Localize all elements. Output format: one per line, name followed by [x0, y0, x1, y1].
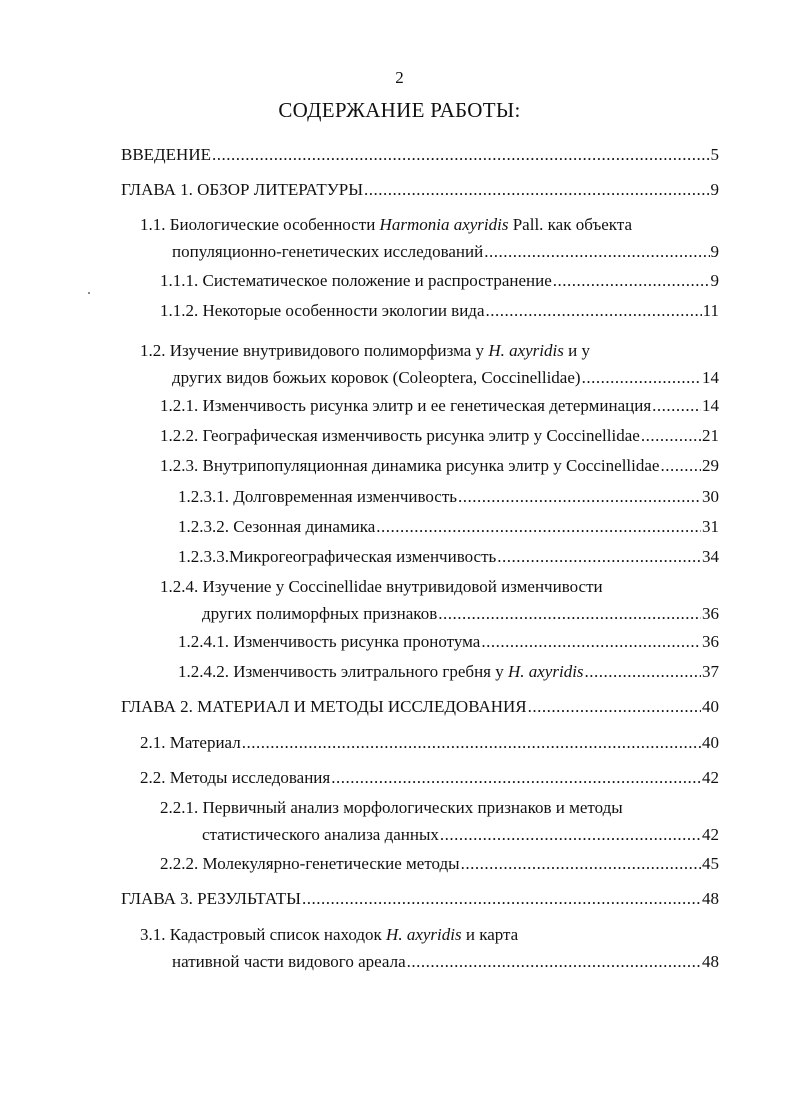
toc-entry-1-2-3[interactable]	[160, 452, 719, 479]
toc-entry-label: 1.2.3.1. Долговременная изменчивость	[178, 487, 458, 506]
leader-dots	[553, 267, 710, 294]
toc-entry-2-2[interactable]	[140, 764, 719, 791]
leader-dots	[376, 513, 701, 540]
toc-entry-label: ГЛАВА 3. РЕЗУЛЬТАТЫ	[121, 889, 301, 908]
toc-entry-label: 3.1. Кадастровый список находок	[140, 925, 387, 944]
leader-dots	[407, 948, 701, 975]
leader-dots	[461, 850, 701, 877]
leader-dots	[364, 176, 709, 203]
toc-entry-label-line2: популяционно-генетических исследований	[172, 242, 484, 261]
leader-dots	[302, 885, 701, 912]
leader-dots	[212, 141, 710, 168]
toc-entry-1-2[interactable]	[140, 337, 719, 391]
leader-dots	[486, 297, 702, 324]
leader-dots	[497, 543, 701, 570]
toc-entry-1-2-3-2[interactable]	[178, 513, 719, 540]
leader-dots	[582, 364, 701, 391]
toc-entry-label-line2: других видов божьих коровок (Coleoptera, Coccinellidae)	[172, 368, 581, 387]
toc-entry-page: 11	[702, 301, 719, 320]
leader-dots	[438, 600, 701, 627]
toc-entry-page: 40	[702, 697, 719, 716]
page-number: 2	[395, 68, 404, 87]
toc-entry-page: 34	[702, 547, 719, 566]
leader-dots	[458, 483, 701, 510]
toc-entry-page: 14	[702, 396, 719, 415]
species-name: H. axyridis	[507, 662, 584, 681]
toc-entry-page: 29	[702, 456, 719, 475]
toc-entry-label: 1.2.4. Изучение у Coccinellidae внутривидовой изменчивости	[160, 577, 603, 596]
page-title: СОДЕРЖАНИЕ РАБОТЫ:	[278, 98, 521, 122]
toc-entry-label-cont: Pall. как объекта	[508, 215, 633, 234]
toc-entry-1-1-1[interactable]	[160, 267, 719, 294]
leader-dots	[331, 764, 701, 791]
species-name: H. axyridis	[386, 925, 462, 944]
toc-entry-page: 48	[702, 889, 719, 908]
toc-entry-page: 36	[702, 632, 719, 651]
toc-entry-label-line2: нативной части видового ареала	[172, 952, 406, 971]
toc-entry-label: 1.2.4.1. Изменчивость рисунка пронотума	[178, 632, 481, 651]
toc-entry-1-2-3-1[interactable]	[178, 483, 719, 510]
toc-entry-label: 1.1.2. Некоторые особенности экологии вида	[160, 301, 485, 320]
toc-entry-page: 5	[710, 145, 719, 164]
toc-entry-page: 21	[702, 426, 719, 445]
toc-entry-page: 42	[702, 825, 719, 844]
toc-entry-page: 37	[702, 662, 719, 681]
toc-entry-label: 1.2.4.2. Изменчивость элитрального гребня у	[178, 662, 508, 681]
toc-entry-page: 9	[710, 271, 719, 290]
toc-entry-1-2-1[interactable]	[160, 392, 719, 419]
toc-entry-3-1[interactable]	[140, 921, 719, 975]
toc-entry-page: 14	[702, 368, 719, 387]
leader-dots	[660, 452, 701, 479]
species-name: H. axyridis	[488, 341, 564, 360]
toc-entry-1-2-4-1[interactable]	[178, 628, 719, 655]
toc-entry-chapter-1[interactable]	[121, 176, 719, 203]
toc-entry-label: 1.1.1. Систематическое положение и распространение	[160, 271, 552, 290]
toc-entry-page: 9	[710, 242, 719, 261]
toc-entry-page: 45	[702, 854, 719, 873]
toc-entry-1-2-4[interactable]	[160, 573, 719, 627]
toc-entry-1-1-2[interactable]	[160, 297, 719, 324]
toc-entry-2-2-1[interactable]	[160, 794, 719, 848]
leader-dots	[652, 392, 701, 419]
species-name: Harmonia axyridis	[379, 215, 509, 234]
toc-entry-introduction[interactable]	[121, 141, 719, 168]
toc-entry-1-2-2[interactable]	[160, 422, 719, 449]
toc-entry-page: 30	[702, 487, 719, 506]
toc-entry-chapter-2[interactable]	[121, 693, 719, 720]
toc-entry-label-line2: других полиморфных признаков	[202, 604, 438, 623]
toc-entry-page: 48	[702, 952, 719, 971]
toc-entry-label: 1.2.3.3.Микрогеографическая изменчивость	[178, 547, 497, 566]
toc-entry-label: 1.2.2. Географическая изменчивость рисунка элитр у Coccinellidae	[160, 426, 640, 445]
toc-entry-page: 31	[702, 517, 719, 536]
toc-entry-label: 1.2. Изучение внутривидового полиморфизма у	[140, 341, 489, 360]
toc-entry-2-1[interactable]	[140, 729, 719, 756]
leader-dots	[641, 422, 701, 449]
toc-entry-label: 2.2.1. Первичный анализ морфологических признаков и методы	[160, 798, 623, 817]
toc-entry-1-2-4-2[interactable]	[178, 658, 719, 685]
toc-entry-page: 42	[702, 768, 719, 787]
leader-dots	[484, 238, 709, 265]
leader-dots	[440, 821, 701, 848]
toc-entry-label: 1.2.1. Изменчивость рисунка элитр и ее генетическая детерминация	[160, 396, 652, 415]
toc-entry-label: 1.1. Биологические особенности	[140, 215, 380, 234]
toc-entry-page: 36	[702, 604, 719, 623]
toc-entry-label: 2.2. Методы исследования	[140, 768, 331, 787]
leader-dots	[481, 628, 701, 655]
toc-entry-label: 2.2.2. Молекулярно-генетические методы	[160, 854, 460, 873]
toc-entry-label: 2.1. Материал	[140, 733, 241, 752]
toc-entry-label: 1.2.3. Внутрипопуляционная динамика рисунка элитр у Coccinellidae	[160, 456, 660, 475]
leader-dots	[528, 693, 701, 720]
scan-speck	[88, 292, 90, 294]
toc-entry-label-cont: и у	[563, 341, 590, 360]
toc-entry-1-1[interactable]	[140, 211, 719, 265]
toc-entry-page: 9	[710, 180, 719, 199]
toc-entry-label: ГЛАВА 2. МАТЕРИАЛ И МЕТОДЫ ИССЛЕДОВАНИЯ	[121, 697, 527, 716]
leader-dots	[585, 658, 701, 685]
toc-entry-label: ВВЕДЕНИЕ	[121, 145, 211, 164]
leader-dots	[242, 729, 701, 756]
toc-entry-label: 1.2.3.2. Сезонная динамика	[178, 517, 376, 536]
toc-entry-label-cont: и карта	[461, 925, 519, 944]
toc-entry-1-2-3-3[interactable]	[178, 543, 719, 570]
toc-entry-page: 40	[702, 733, 719, 752]
toc-entry-chapter-3[interactable]	[121, 885, 719, 912]
toc-entry-label-line2: статистического анализа данных	[202, 825, 439, 844]
toc-entry-2-2-2[interactable]	[160, 850, 719, 877]
toc-entry-label: ГЛАВА 1. ОБЗОР ЛИТЕРАТУРЫ	[121, 180, 364, 199]
